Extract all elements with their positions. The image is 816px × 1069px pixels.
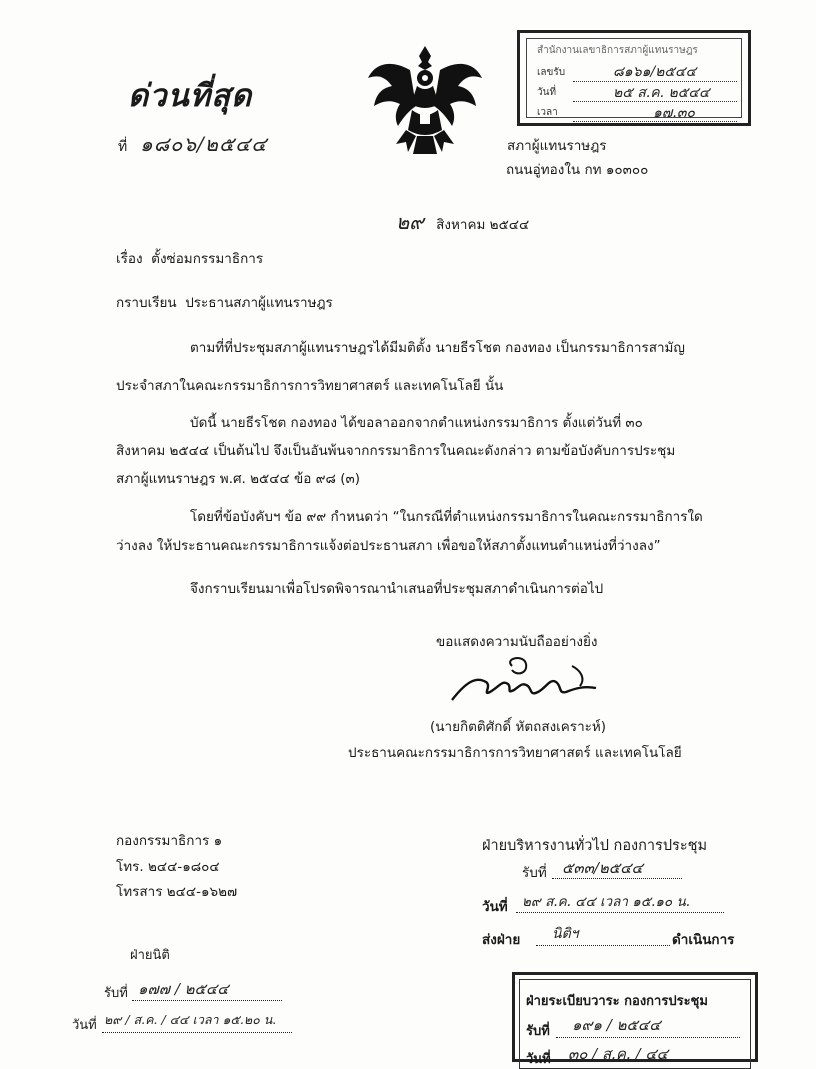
letter-date [396, 206, 529, 238]
body-p1-line2: ประจำสภาในคณะกรรมาธิการการวิทยาศาสตร์ และเทคโนโลยี นั้น [116, 378, 504, 394]
org-address: ถนนอู่ทองใน กท ๑๐๓๐๐ [506, 162, 649, 178]
contact-fax: โทรสาร ๒๔๔-๑๖๒๗ [116, 884, 238, 900]
general-send-label: ส่งฝ่าย [482, 932, 521, 948]
body-p2-line1: บัดนี้ นายธีรโชต กองทอง ได้ขอลาออกจากตำแหน่งกรรมาธิการ ตั้งแต่วันที่ ๓๐ [190, 415, 643, 431]
urgent-label: ด่วนที่สุด [128, 78, 253, 114]
agenda-date-value: ๓๐ / ส.ค. / ๔๔ [568, 1045, 669, 1063]
general-stamp-title: ฝ่ายบริหารงานทั่วไป กองการประชุม [482, 838, 708, 854]
receipt-time-value: ๑๗.๓๐ [653, 105, 695, 121]
doc-number-label: ที่ [118, 139, 128, 155]
body-p2-line3: สภาผู้แทนราษฎร พ.ศ. ๒๕๔๔ ข้อ ๙๘ (๓) [116, 471, 360, 487]
body-p3-line2: ว่างลง ให้ประธานคณะกรรมาธิการแจ้งต่อประธานสภา เพื่อขอให้สภาตั้งแทนตำแหน่งที่ว่างลง” [116, 538, 661, 554]
legal-recv-value: ๑๗๗ / ๒๕๔๔ [138, 980, 229, 998]
general-send-value: นิติฯ [552, 926, 579, 942]
salutation-text: ประธานสภาผู้แทนราษฎร [185, 295, 333, 311]
legal-stamp [72, 944, 312, 1044]
org-name: สภาผู้แทนราษฎร [507, 138, 607, 154]
body-p4-line1: จึงกราบเรียนมาเพื่อโปรดพิจารณานำเสนอที่ประชุมสภาดำเนินการต่อไป [190, 581, 604, 597]
agenda-stamp-title: ฝ่ายระเบียบวาระ กองการประชุม [526, 994, 708, 1009]
subject-label: เรื่อง [116, 251, 143, 267]
doc-number: ๑๘๐๖/๒๕๔๔ [140, 132, 268, 156]
receipt-time-label: เวลา [537, 107, 558, 118]
date-day: ๒๙ [396, 210, 424, 234]
receipt-date-value: ๒๕ ส.ค. ๒๕๔๔ [613, 85, 710, 101]
agenda-recv-value: ๑๙๑ / ๒๕๔๔ [572, 1016, 661, 1034]
legal-recv-label: รับที่ [104, 986, 128, 1001]
agenda-stamp [512, 972, 758, 1067]
legal-date-label: วันที่ [72, 1018, 97, 1033]
salutation-label: กราบเรียน [116, 295, 177, 311]
receipt-stamp [517, 30, 751, 126]
body-p3-line1: โดยที่ข้อบังคับฯ ข้อ ๙๙ กำหนดว่า “ในกรณีที่ตำแหน่งกรรมาธิการในคณะกรรมาธิการใด [190, 509, 703, 525]
subject-text: ตั้งซ่อมกรรมาธิการ [151, 251, 264, 267]
general-date-label: วันที่ [482, 899, 508, 915]
contact-office: กองกรรมาธิการ ๑ [116, 833, 223, 849]
receipt-date-label: วันที่ [537, 87, 557, 98]
signature [446, 652, 606, 708]
receipt-no-value: ๘๑๖๑/๒๕๔๔ [613, 64, 697, 80]
general-admin-stamp [482, 830, 782, 950]
signer-name: (นายกิตติศักดิ์ หัตถสงเคราะห์) [430, 719, 607, 735]
date-month-year: สิงหาคม ๒๕๔๔ [436, 217, 530, 233]
general-recv-value: ๕๓๓/๒๕๔๔ [562, 859, 643, 877]
body-p2-line2: สิงหาคม ๒๕๔๔ เป็นต้นไป จึงเป็นอันพ้นจากกรรมาธิการในคณะดังกล่าว ตามข้อบังคับการประชุม [116, 443, 676, 459]
receipt-no-label: เลขรับ [537, 67, 566, 78]
receipt-stamp-title: สำนักงานเลขาธิการสภาผู้แทนราษฎร [537, 45, 698, 56]
agenda-recv-label: รับที่ [526, 1024, 550, 1039]
contact-tel: โทร. ๒๔๔-๑๘๐๔ [116, 859, 220, 875]
signer-position: ประธานคณะกรรมาธิการการวิทยาศาสตร์ และเทคโนโลยี [348, 745, 682, 761]
legal-stamp-title: ฝ่ายนิติ [130, 948, 170, 963]
agenda-date-label: วันที่ [526, 1052, 551, 1067]
legal-date-value: ๒๙ / ส.ค. / ๔๔ เวลา ๑๕.๒๐ น. [104, 1012, 277, 1027]
subject-line [116, 247, 263, 269]
garuda-emblem [362, 40, 488, 160]
salutation-line [116, 291, 333, 313]
general-send-suffix: ดำเนินการ [672, 932, 735, 948]
general-date-value: ๒๙ ส.ค. ๔๔ เวลา ๑๕.๑๐ น. [522, 894, 690, 910]
general-recv-label: รับที่ [522, 865, 547, 881]
body-p1-line1: ตามที่ที่ประชุมสภาผู้แทนราษฎรได้มีมติตั้ง นายธีรโชต กองทอง เป็นกรรมาธิการสามัญ [190, 340, 685, 356]
closing-regards: ขอแสดงความนับถืออย่างยิ่ง [436, 634, 598, 650]
